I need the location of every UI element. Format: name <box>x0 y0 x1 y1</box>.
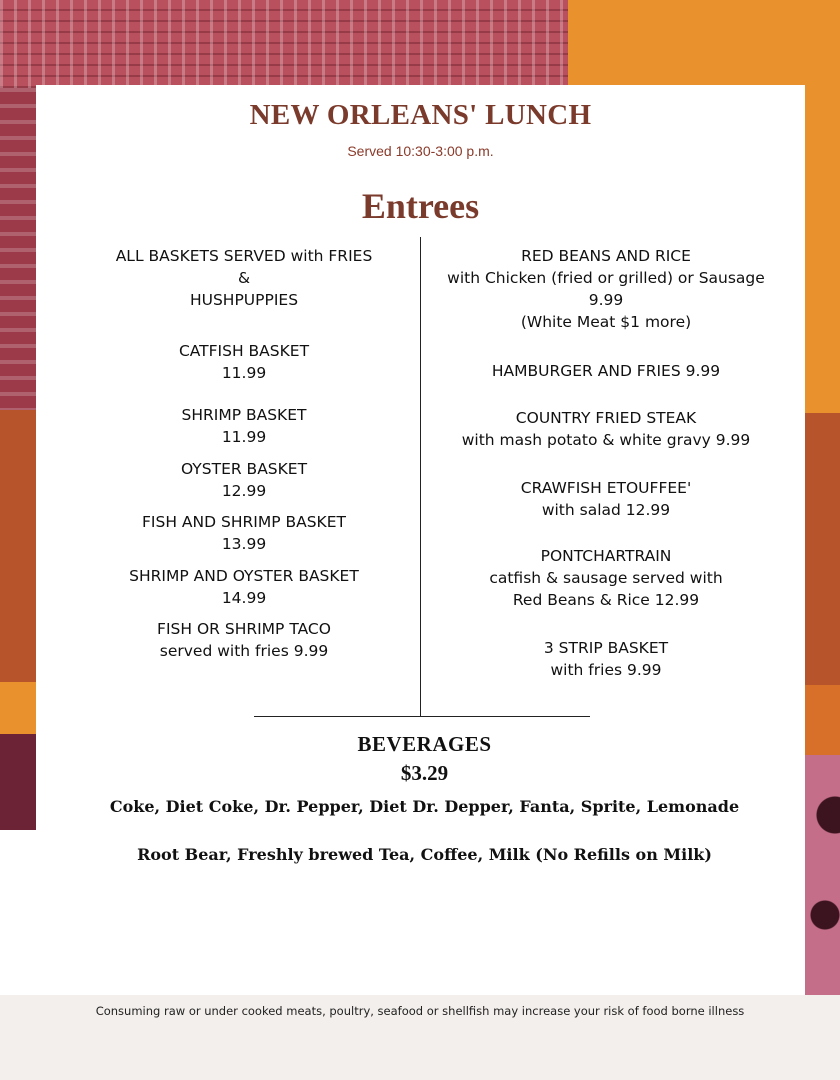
menu-item-price: 9.99 <box>588 291 624 309</box>
background-right-orange <box>805 88 840 413</box>
beverages-list: Coke, Diet Coke, Dr. Pepper, Diet Dr. Depper, Fanta, Sprite, Lemonade <box>109 797 740 816</box>
menu-item <box>92 511 396 555</box>
menu-item <box>92 245 396 311</box>
menu-item <box>92 458 396 502</box>
menu-card <box>36 85 805 995</box>
menu-item-name: RED BEANS AND RICE <box>521 247 691 265</box>
menu-item-detail: with fries 9.99 <box>550 661 662 679</box>
menu-item-detail: (White Meat $1 more) <box>520 313 692 331</box>
menu-item-detail: catfish & sausage served with <box>489 569 723 587</box>
menu-item-name: OYSTER BASKET <box>180 460 308 478</box>
menu-item-name: FISH OR SHRIMP TACO <box>157 620 331 638</box>
background-right-rust <box>805 413 840 685</box>
background-orange-block <box>568 0 840 88</box>
menu-item-name: CRAWFISH ETOUFFEE' <box>520 479 692 497</box>
menu-item-name: SHRIMP AND OYSTER BASKET <box>129 567 359 585</box>
beverages-heading: BEVERAGES <box>357 732 492 756</box>
column-divider <box>420 237 421 717</box>
menu-item <box>436 545 776 611</box>
menu-item <box>436 245 776 333</box>
background-left-orange <box>0 682 36 734</box>
menu-item-price: 14.99 <box>221 589 267 607</box>
beverages-price: $3.29 <box>400 761 449 785</box>
menu-item-detail: with mash potato & white gravy 9.99 <box>461 431 751 449</box>
section-divider <box>254 716 590 717</box>
section-heading-entrees: Entrees <box>361 186 480 226</box>
menu-item-line: & <box>237 269 251 287</box>
menu-item <box>92 618 396 662</box>
menu-item-detail: with Chicken (fried or grilled) or Sausage <box>447 269 765 287</box>
background-left-photo <box>0 88 36 410</box>
menu-item-name: SHRIMP BASKET <box>181 406 307 424</box>
menu-item-price: 12.99 <box>221 482 267 500</box>
menu-item-name: CATFISH BASKET <box>178 342 310 360</box>
menu-item-detail: with salad 12.99 <box>541 501 671 519</box>
menu-item-name: FISH AND SHRIMP BASKET <box>142 513 346 531</box>
menu-item-name: 3 STRIP BASKET <box>543 639 669 657</box>
menu-title: NEW ORLEANS' LUNCH <box>249 99 592 131</box>
beverages-list: Root Bear, Freshly brewed Tea, Coffee, Milk (No Refills on Milk) <box>137 845 712 864</box>
menu-item <box>436 477 776 521</box>
menu-item-price: 13.99 <box>221 535 267 553</box>
menu-item <box>436 360 776 382</box>
menu-item <box>92 340 396 384</box>
health-disclaimer: Consuming raw or under cooked meats, poultry, seafood or shellfish may increase your risk of food borne illness <box>95 1004 745 1018</box>
background-left-purple <box>0 734 36 830</box>
background-photo-balcony <box>0 0 568 88</box>
menu-item-line: HUSHPUPPIES <box>189 291 299 309</box>
menu-item-detail: served with fries 9.99 <box>159 642 329 660</box>
menu-item <box>92 565 396 609</box>
menu-item-name: COUNTRY FRIED STEAK <box>515 409 697 427</box>
menu-item-line: ALL BASKETS SERVED with FRIES <box>115 247 373 265</box>
menu-item-name: PONTCHARTRAIN <box>540 547 672 565</box>
menu-item-price: 11.99 <box>221 428 267 446</box>
menu-item <box>92 404 396 448</box>
menu-item <box>436 407 776 451</box>
menu-item-detail: Red Beans & Rice 12.99 <box>512 591 700 609</box>
menu-item <box>436 637 776 681</box>
background-left-rust <box>0 410 36 682</box>
serving-hours: Served 10:30-3:00 p.m. <box>347 143 494 159</box>
menu-item-price: 11.99 <box>221 364 267 382</box>
menu-item-name: HAMBURGER AND FRIES 9.99 <box>491 362 721 380</box>
background-right-pink <box>805 755 840 995</box>
